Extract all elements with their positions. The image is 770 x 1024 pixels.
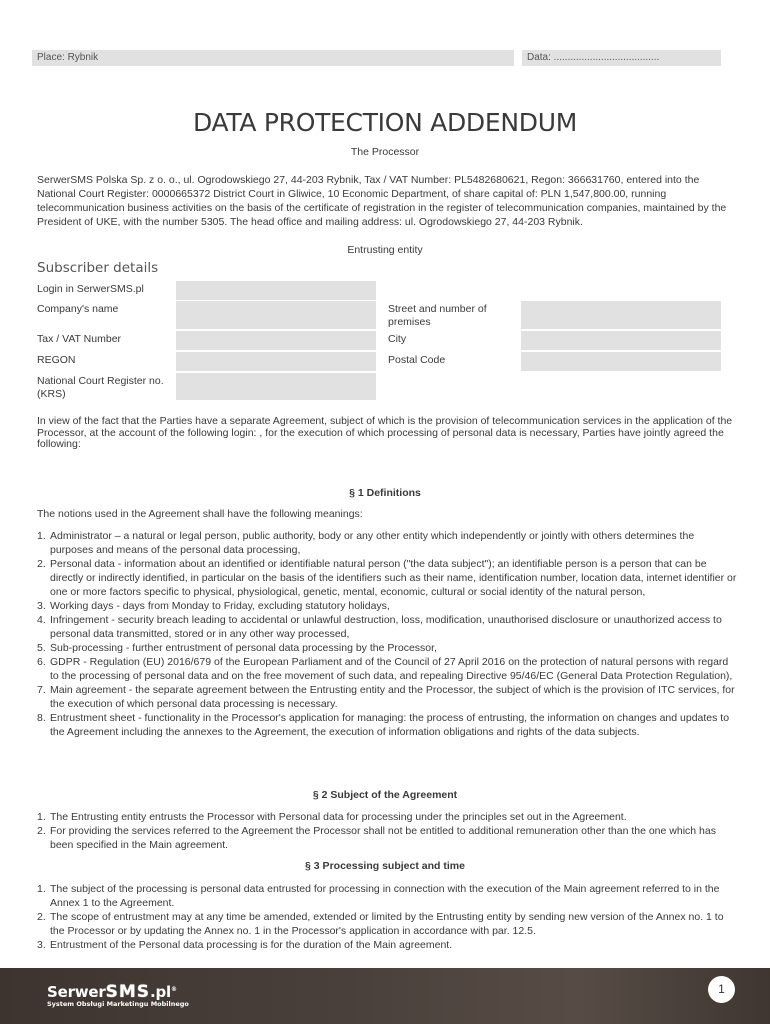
regon-input[interactable] (176, 352, 376, 371)
list-item: 1. Administrator – a natural or legal person, public authority, body or any other entity which independently or jointly with others determines the purposes and means of the personal data processing, (37, 530, 695, 556)
city-label: City (388, 333, 407, 345)
place-field[interactable]: Place: Rybnik (32, 50, 514, 66)
list-item: 8. Entrustment sheet - functionality in the Processor's application for managing: the process of entrusting, the information on changes and updates to the Agreement including the annexes to the Agreement, the execution of information obligations and rights of the data subjects. (37, 712, 730, 738)
street-label: Street and number of premises (388, 303, 487, 328)
section-3-list (37, 882, 737, 952)
tax-number-label: Tax / VAT Number (37, 333, 122, 345)
entrusting-heading: Entrusting entity (347, 244, 423, 256)
section-3-title: § 3 Processing subject and time (305, 860, 465, 872)
postal-code-label: Postal Code (388, 354, 446, 366)
list-item: 3. Entrustment of the Personal data processing is for the duration of the Main agreement. (37, 939, 453, 951)
page-number: 1 (708, 976, 735, 1003)
postal-code-input[interactable] (521, 352, 721, 371)
serwersms-logo: SerwerSMS.pl® System Obsługi Marketingu Mobilnego (47, 982, 189, 1008)
regon-label: REGON (37, 354, 76, 366)
city-input[interactable] (521, 331, 721, 350)
street-input[interactable] (521, 301, 721, 329)
section-1-title: § 1 Definitions (349, 487, 421, 499)
company-name-input[interactable] (176, 301, 376, 329)
login-input[interactable] (176, 281, 376, 300)
section-1-list (37, 529, 737, 739)
list-item: 2. For providing the services referred to the Agreement the Processor shall not be entitled to additional remuneration other than the one which has been specified in the Main agreement. (37, 825, 716, 851)
section-2-list (37, 810, 737, 852)
intro-paragraph: In view of the fact that the Parties have a separate Agreement, subject of which is the provision of telecommunication services in the application of the Processor, at the account of the following login: , for the execution of which processing of personal data is necessary, Parties have jointly agreed the following: (37, 415, 733, 450)
section-2-title: § 2 Subject of the Agreement (312, 789, 458, 801)
list-item: 2. Personal data - information about an identified or identifiable natural person ("the data subject"); an identifiable person is a person that can be directly or indirectly identified, in particular on the basis of the identifiers such as their name, identification number, location data, internet identifier or one or more factors specific to physical, physiological, genetic, mental, economic, cultural or social identity of the natural person, (37, 558, 737, 598)
krs-input[interactable] (176, 373, 376, 400)
list-item: 3. Working days - days from Monday to Friday, excluding statutory holidays, (37, 600, 390, 612)
company-name-label: Company's name (37, 303, 119, 315)
list-item: 6. GDPR - Regulation (EU) 2016/679 of the European Parliament and of the Council of 27 April 2016 on the protection of natural persons with regard to the processing of personal data and on the free movement of such data, and repealing Directive 95/46/EC (General Data Protection Regulation), (37, 656, 733, 682)
list-item: 5. Sub-processing - further entrustment of personal data processing by the Processor, (37, 642, 437, 654)
processor-heading: The Processor (350, 146, 420, 158)
list-item: 2. The scope of entrustment may at any time be amended, extended or limited by the Entrusting entity by sending new version of the Annex no. 1 to the Processor or by updating the Annex no. 1 in the Processor's application in accordance with par. 12.5. (37, 911, 724, 937)
list-item: 4. Infringement - security breach leading to accidental or unlawful destruction, loss, modification, unauthorised disclosure or unauthorized access to personal data transmitted, stored or in any other way processed, (37, 614, 722, 640)
tax-number-input[interactable] (176, 331, 376, 350)
login-label: Login in SerwerSMS.pl (37, 283, 144, 295)
list-item: 1. The subject of the processing is personal data entrusted for processing in connection with the execution of the Main agreement referred to in the Annex 1 to the Agreement. (37, 883, 720, 909)
section-1-lead: The notions used in the Agreement shall have the following meanings: (37, 508, 363, 520)
date-field[interactable]: Data: ...................................... (522, 50, 721, 66)
subscriber-heading: Subscriber details (37, 260, 159, 276)
list-item: 7. Main agreement - the separate agreement between the Entrusting entity and the Processor, the subject of which is the provision of ITC services, for the execution of which personal data processing is necessary. (37, 684, 735, 710)
krs-label: National Court Register no. (KRS) (37, 375, 164, 400)
processor-details: SerwerSMS Polska Sp. z o. o., ul. Ogrodowskiego 27, 44-203 Rybnik, Tax / VAT Number: PL5482680621, Regon: 366631760, entered into the National Court Register: 0000665372 District Court in Gliwice, 10 Economic Department, of share capital of: PLN 1,547,800.00, running telecommunication business activities on the basis of the certificate of registration in the register of telecommunication companies, maintained by the President of UKE, with the number 5305. The head office and mailing address: ul. Ogrodowskiego 27, 44-203 Rybnik. (37, 174, 727, 228)
document-title: DATA PROTECTION ADDENDUM (193, 108, 577, 137)
list-item: 1. The Entrusting entity entrusts the Processor with Personal data for processing under the principles set out in the Agreement. (37, 811, 627, 823)
